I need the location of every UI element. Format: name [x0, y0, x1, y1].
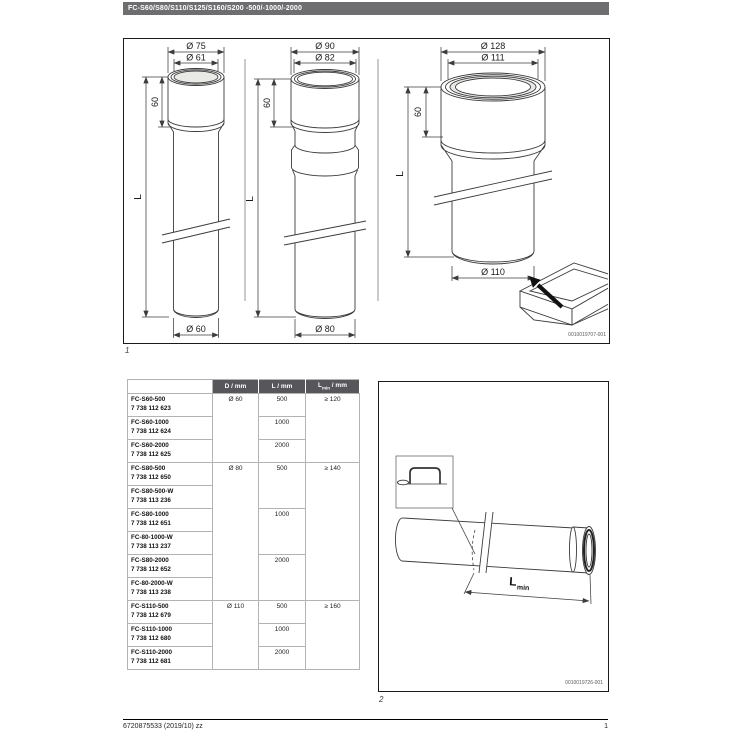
order-number: 7 738 112 650: [131, 473, 171, 481]
figure-section-dividers: [245, 59, 378, 301]
figure-2-minimum-length: [378, 381, 609, 692]
product-name: FC-S110-2000: [131, 649, 172, 656]
lmin-value: ≥ 160: [306, 601, 360, 670]
figure-1-drawing: [124, 39, 608, 342]
dim-bottom-diameter: Ø 80: [315, 324, 335, 334]
dim-socket-depth: 60: [262, 97, 272, 109]
pipe-drawing-dn60: [132, 41, 230, 338]
lmin-value: ≥ 140: [306, 463, 360, 601]
document-title: FC-S60/S80/S110/S125/S160/S200 -500/-1000/-2000: [128, 5, 303, 12]
dim-bottom-diameter: Ø 60: [186, 324, 206, 334]
dim-length-label: L: [394, 171, 406, 177]
l-value: 500: [259, 601, 306, 624]
header-blank-cell: [128, 380, 213, 394]
order-number: 7 738 113 236: [131, 496, 171, 504]
lmin-dimension: [464, 573, 591, 604]
dim-socket-depth: 60: [150, 96, 160, 108]
d-value: Ø 60: [213, 394, 259, 463]
header-l-mm: L / mm: [259, 380, 306, 394]
l-value: 2000: [259, 440, 306, 463]
product-name: FC-80-2000-W: [131, 580, 173, 587]
order-number: 7 738 112 680: [131, 634, 171, 642]
l-value: 1000: [259, 509, 306, 555]
order-number: 7 738 112 624: [131, 427, 171, 435]
l-value: 500: [259, 394, 306, 417]
l-value: 2000: [259, 555, 306, 601]
pipe-drawing-dn80: [244, 41, 366, 338]
order-number: 7 738 113 237: [131, 542, 171, 550]
document-header-bar: [123, 2, 609, 15]
table-row: [128, 463, 360, 486]
table-header-row: [128, 380, 360, 394]
order-number: 7 738 112 652: [131, 565, 171, 573]
figure-2-drawing: [379, 382, 607, 690]
l-value: 1000: [259, 624, 306, 647]
order-number: 7 738 112 681: [131, 657, 171, 665]
l-value: 1000: [259, 417, 306, 440]
lmin-unit: / mm: [330, 382, 347, 390]
product-name: FC-S110-1000: [131, 626, 172, 633]
seal-detail-inset: [396, 456, 475, 554]
order-number: 7 738 112 679: [131, 611, 171, 619]
dim-socket-depth: 60: [413, 106, 423, 118]
order-number: 7 738 112 623: [131, 404, 171, 412]
product-name: FC-S80-500-W: [131, 488, 174, 495]
lmin-symbol: L: [318, 382, 322, 390]
product-name: FC-S110-500: [131, 603, 169, 610]
parts-table: [127, 379, 360, 670]
footer-doc-number: 6720875533 (2019/10) zz: [123, 723, 203, 730]
dim-inner-diameter: Ø 61: [186, 52, 206, 63]
pipe-lmin-drawing: [395, 512, 595, 575]
lmin-label-main: L: [508, 574, 518, 589]
pipe-drawing-dn110: [394, 41, 552, 281]
product-name: FC-80-1000-W: [131, 534, 173, 541]
drawing-id: 0010019726-001: [565, 680, 603, 686]
lmin-subscript: min: [321, 385, 330, 391]
order-number: 7 738 112 625: [131, 450, 171, 458]
order-number: 7 738 112 651: [131, 519, 171, 527]
product-name: FC-S60-500: [131, 396, 166, 403]
dim-length-label: L: [244, 196, 256, 202]
table-row: [128, 394, 360, 417]
d-value: Ø 80: [213, 463, 259, 601]
lmin-value: ≥ 120: [306, 394, 360, 463]
header-d-mm: D / mm: [213, 380, 259, 394]
dim-outer-diameter: Ø 128: [480, 41, 506, 51]
dim-inner-diameter: Ø 111: [481, 52, 505, 63]
product-name: FC-S80-500: [131, 465, 166, 472]
product-name: FC-S60-2000: [131, 442, 169, 449]
drawing-id: 0010019707-001: [568, 332, 606, 338]
dim-bottom-diameter: Ø 110: [481, 267, 505, 277]
product-name: FC-S60-1000: [131, 419, 169, 426]
header-lmin-mm: [306, 380, 360, 394]
dim-inner-diameter: Ø 82: [315, 52, 335, 63]
figure-2-number: 2: [379, 695, 384, 704]
figure-1-number: 1: [125, 346, 130, 355]
figure-1-pipe-dimensions: [123, 38, 610, 344]
dim-outer-diameter: Ø 75: [186, 41, 206, 51]
packaging-tray-icon: [520, 263, 608, 325]
table-row: [128, 601, 360, 624]
d-value: Ø 110: [213, 601, 259, 670]
l-value: 500: [259, 463, 306, 509]
footer-divider: [123, 719, 608, 720]
product-name: FC-S80-2000: [131, 557, 169, 564]
dim-outer-diameter: Ø 90: [315, 41, 335, 51]
dim-length-label: L: [132, 194, 144, 200]
lmin-label-sub: min: [516, 584, 530, 593]
product-name: FC-S80-1000: [131, 511, 169, 518]
l-value: 2000: [259, 647, 306, 670]
footer-page-number: 1: [604, 723, 608, 730]
order-number: 7 738 113 238: [131, 588, 171, 596]
